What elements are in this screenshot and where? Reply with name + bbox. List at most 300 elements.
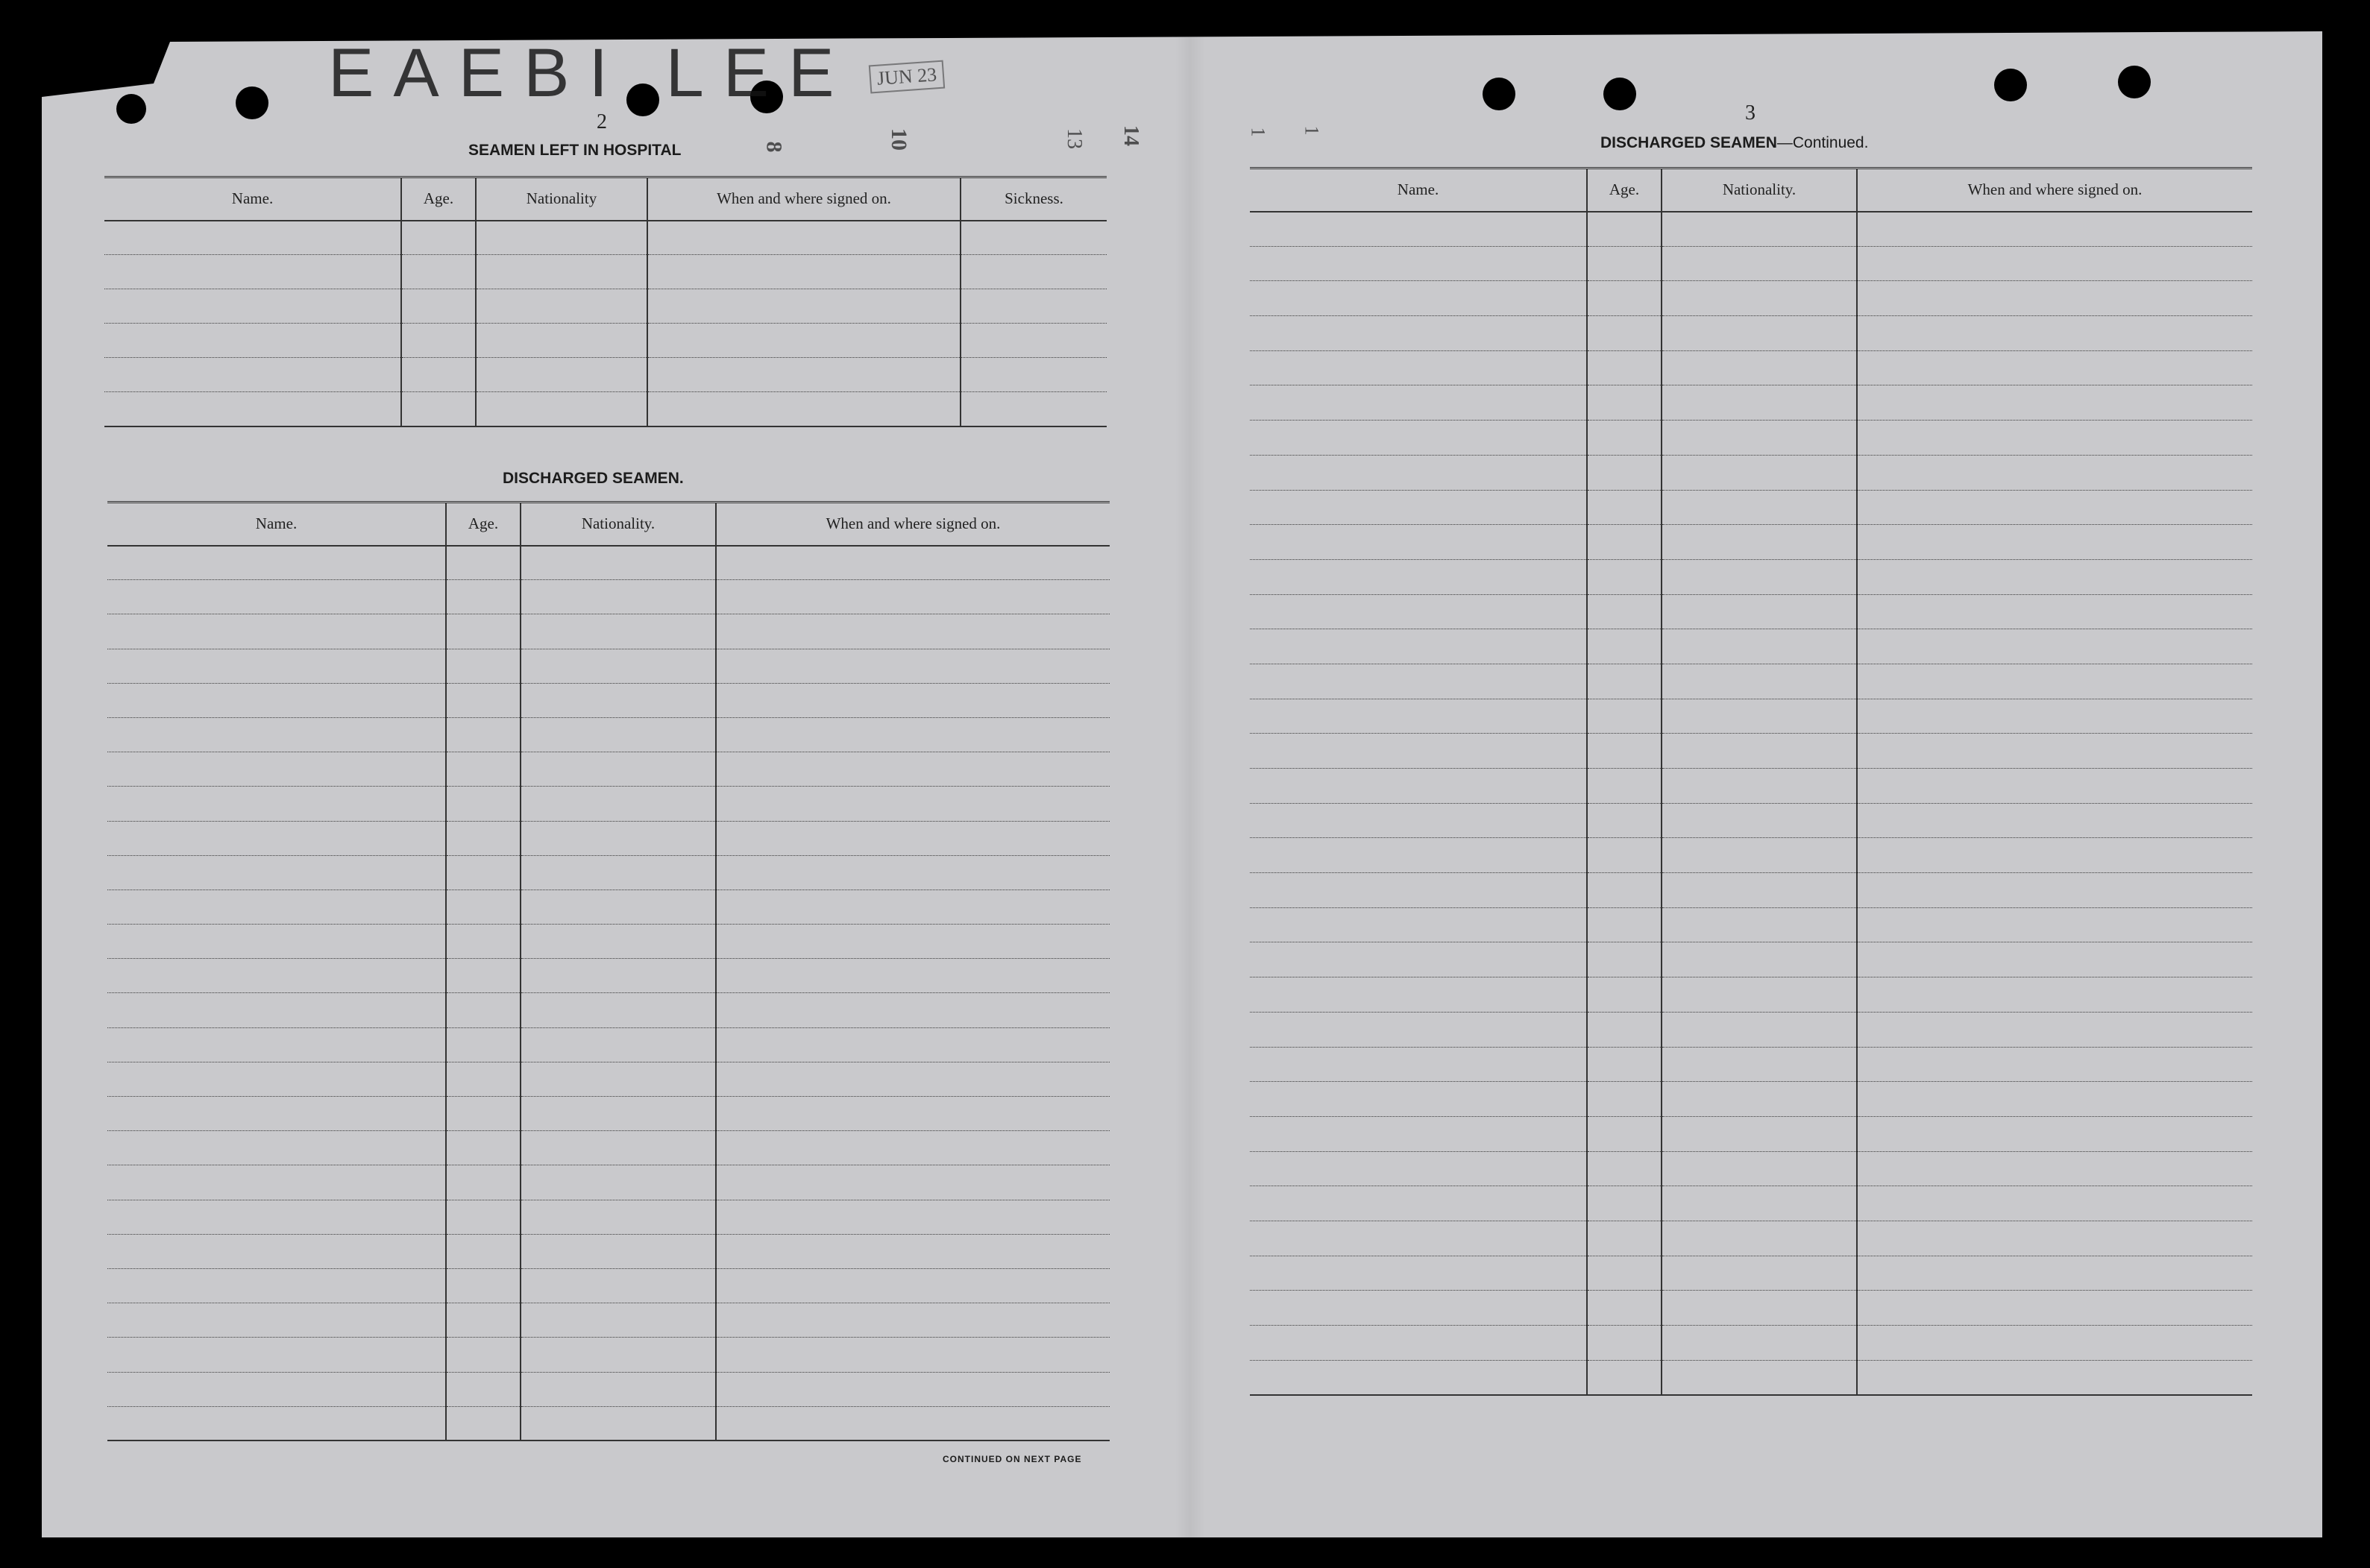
discharged-continued-header-row bbox=[1250, 169, 2252, 212]
table-cell bbox=[1250, 421, 1587, 456]
discharged-table-right bbox=[1250, 167, 2252, 1396]
table-cell bbox=[716, 752, 1110, 787]
table-cell bbox=[1587, 594, 1662, 629]
column-header-name: Name. bbox=[104, 177, 401, 221]
punch-hole bbox=[2118, 66, 2151, 98]
table-cell bbox=[107, 1131, 446, 1165]
table-cell bbox=[1662, 1326, 1857, 1361]
table-cell bbox=[1662, 1186, 1857, 1221]
table-cell bbox=[401, 255, 476, 289]
table-row bbox=[104, 358, 1107, 392]
table-cell bbox=[1587, 769, 1662, 804]
table-cell bbox=[1250, 1012, 1587, 1047]
discharged-continued-title bbox=[1600, 134, 1868, 152]
table-cell bbox=[107, 821, 446, 855]
table-cell bbox=[446, 1062, 521, 1096]
table-cell bbox=[716, 1338, 1110, 1372]
table-cell bbox=[521, 855, 716, 890]
table-row bbox=[107, 614, 1110, 649]
table-row bbox=[1250, 1116, 2252, 1151]
table-cell bbox=[107, 1097, 446, 1131]
table-cell bbox=[1857, 421, 2252, 456]
table-cell bbox=[446, 1200, 521, 1234]
table-cell bbox=[107, 1372, 446, 1406]
table-cell bbox=[446, 959, 521, 993]
table-row bbox=[1250, 246, 2252, 281]
page-number-left: 2 bbox=[597, 110, 607, 133]
table-cell bbox=[716, 1234, 1110, 1268]
margin-mark: 14 bbox=[1119, 125, 1142, 146]
table-cell bbox=[716, 1097, 1110, 1131]
table-cell bbox=[1250, 629, 1587, 664]
table-cell bbox=[521, 925, 716, 959]
column-header-age: Age. bbox=[401, 177, 476, 221]
table-cell bbox=[1587, 1221, 1662, 1256]
table-cell bbox=[1250, 907, 1587, 942]
table-cell bbox=[1857, 1012, 2252, 1047]
table-cell bbox=[1857, 1291, 2252, 1326]
table-row bbox=[1250, 212, 2252, 247]
table-cell bbox=[1250, 769, 1587, 804]
table-cell bbox=[1662, 490, 1857, 525]
table-cell bbox=[401, 392, 476, 426]
table-cell bbox=[1587, 490, 1662, 525]
table-cell bbox=[1662, 525, 1857, 560]
discharged-section-title: DISCHARGED SEAMEN. bbox=[503, 470, 684, 487]
table-cell bbox=[401, 358, 476, 392]
table-cell bbox=[107, 925, 446, 959]
table-cell bbox=[716, 580, 1110, 614]
discharged-continued-label: DISCHARGED SEAMEN bbox=[1600, 134, 1777, 151]
table-cell bbox=[1662, 559, 1857, 594]
table-cell bbox=[716, 890, 1110, 924]
table-row bbox=[104, 392, 1107, 426]
table-row bbox=[107, 1268, 1110, 1303]
table-cell bbox=[446, 855, 521, 890]
hospital-table bbox=[104, 176, 1107, 427]
table-cell bbox=[1662, 385, 1857, 421]
table-cell bbox=[1587, 699, 1662, 734]
table-row bbox=[107, 1027, 1110, 1062]
table-row bbox=[1250, 385, 2252, 421]
table-cell bbox=[476, 255, 647, 289]
table-cell bbox=[1250, 699, 1587, 734]
table-cell bbox=[1857, 1186, 2252, 1221]
table-row bbox=[1250, 734, 2252, 769]
table-cell bbox=[1587, 455, 1662, 490]
table-cell bbox=[1662, 281, 1857, 316]
table-cell bbox=[647, 255, 961, 289]
table-row bbox=[104, 221, 1107, 255]
table-cell bbox=[446, 683, 521, 717]
table-cell bbox=[647, 324, 961, 358]
table-cell bbox=[446, 752, 521, 787]
table-cell bbox=[1662, 769, 1857, 804]
table-cell bbox=[1587, 1291, 1662, 1326]
table-cell bbox=[1250, 490, 1587, 525]
table-row bbox=[1250, 907, 2252, 942]
table-cell bbox=[716, 1268, 1110, 1303]
table-row bbox=[104, 289, 1107, 324]
table-row bbox=[107, 683, 1110, 717]
table-row bbox=[107, 1234, 1110, 1268]
table-cell bbox=[1587, 907, 1662, 942]
table-cell bbox=[401, 221, 476, 255]
table-cell bbox=[1857, 838, 2252, 873]
table-row bbox=[1250, 664, 2252, 699]
table-cell bbox=[716, 1027, 1110, 1062]
table-row bbox=[107, 717, 1110, 752]
table-cell bbox=[716, 614, 1110, 649]
table-row bbox=[1250, 281, 2252, 316]
table-cell bbox=[446, 614, 521, 649]
table-cell bbox=[107, 1303, 446, 1338]
column-header-sickness: Sickness. bbox=[961, 177, 1107, 221]
table-cell bbox=[1857, 559, 2252, 594]
table-cell bbox=[1587, 873, 1662, 908]
table-cell bbox=[446, 1303, 521, 1338]
table-cell bbox=[1662, 1012, 1857, 1047]
table-cell bbox=[521, 1372, 716, 1406]
table-cell bbox=[716, 855, 1110, 890]
table-row bbox=[1250, 942, 2252, 977]
table-row bbox=[107, 546, 1110, 580]
table-cell bbox=[446, 1131, 521, 1165]
table-cell bbox=[1662, 316, 1857, 351]
table-row bbox=[107, 1062, 1110, 1096]
table-cell bbox=[1857, 1116, 2252, 1151]
table-cell bbox=[1250, 350, 1587, 385]
table-cell bbox=[107, 1406, 446, 1441]
table-cell bbox=[961, 255, 1107, 289]
table-cell bbox=[1250, 1360, 1587, 1395]
table-cell bbox=[1857, 769, 2252, 804]
table-cell bbox=[1250, 977, 1587, 1013]
table-cell bbox=[1662, 699, 1857, 734]
table-row bbox=[1250, 350, 2252, 385]
table-cell bbox=[104, 392, 401, 426]
table-cell bbox=[716, 1372, 1110, 1406]
table-cell bbox=[521, 1406, 716, 1441]
table-cell bbox=[961, 324, 1107, 358]
table-cell bbox=[1662, 212, 1857, 247]
table-cell bbox=[446, 1372, 521, 1406]
table-cell bbox=[716, 717, 1110, 752]
table-cell bbox=[1587, 942, 1662, 977]
table-cell bbox=[647, 289, 961, 324]
table-row bbox=[104, 255, 1107, 289]
table-cell bbox=[446, 649, 521, 683]
table-cell bbox=[1857, 350, 2252, 385]
margin-mark: 1 bbox=[1301, 125, 1323, 136]
table-row bbox=[107, 1097, 1110, 1131]
table-cell bbox=[1662, 838, 1857, 873]
table-cell bbox=[1857, 1082, 2252, 1117]
table-cell bbox=[446, 821, 521, 855]
table-cell bbox=[1662, 977, 1857, 1013]
table-cell bbox=[1857, 942, 2252, 977]
table-row bbox=[1250, 1326, 2252, 1361]
table-cell bbox=[1857, 734, 2252, 769]
table-cell bbox=[716, 1165, 1110, 1200]
table-cell bbox=[1250, 594, 1587, 629]
punch-hole bbox=[236, 86, 268, 119]
table-row bbox=[1250, 594, 2252, 629]
table-cell bbox=[1662, 1360, 1857, 1395]
margin-mark: 1 bbox=[1247, 127, 1269, 137]
table-row bbox=[1250, 1151, 2252, 1186]
table-cell bbox=[1250, 1291, 1587, 1326]
table-cell bbox=[716, 821, 1110, 855]
table-cell bbox=[1857, 316, 2252, 351]
table-cell bbox=[446, 1097, 521, 1131]
table-cell bbox=[961, 392, 1107, 426]
table-cell bbox=[1587, 1047, 1662, 1082]
header-stamp-letters: EAEBI LEE bbox=[328, 35, 854, 111]
margin-mark: 13 bbox=[1063, 128, 1086, 149]
table-cell bbox=[521, 993, 716, 1027]
table-row bbox=[1250, 769, 2252, 804]
table-cell bbox=[1662, 1151, 1857, 1186]
table-cell bbox=[716, 959, 1110, 993]
table-cell bbox=[1857, 1047, 2252, 1082]
table-cell bbox=[647, 392, 961, 426]
column-header-nationality: Nationality. bbox=[1662, 169, 1857, 212]
table-row bbox=[1250, 455, 2252, 490]
column-header-age: Age. bbox=[446, 503, 521, 546]
table-cell bbox=[1587, 525, 1662, 560]
table-cell bbox=[716, 925, 1110, 959]
table-cell bbox=[521, 649, 716, 683]
margin-mark: 10 bbox=[887, 128, 911, 151]
table-cell bbox=[716, 993, 1110, 1027]
hospital-section-title: SEAMEN LEFT IN HOSPITAL bbox=[468, 142, 682, 159]
table-row bbox=[1250, 1186, 2252, 1221]
table-cell bbox=[961, 221, 1107, 255]
table-cell bbox=[446, 580, 521, 614]
table-cell bbox=[107, 752, 446, 787]
table-cell bbox=[1857, 699, 2252, 734]
table-cell bbox=[1857, 664, 2252, 699]
table-cell bbox=[1587, 1082, 1662, 1117]
table-cell bbox=[107, 1234, 446, 1268]
table-cell bbox=[1250, 246, 1587, 281]
table-cell bbox=[107, 1165, 446, 1200]
table-cell bbox=[961, 289, 1107, 324]
table-cell bbox=[1250, 525, 1587, 560]
table-cell bbox=[1857, 385, 2252, 421]
table-cell bbox=[476, 358, 647, 392]
table-cell bbox=[1662, 907, 1857, 942]
table-cell bbox=[1250, 734, 1587, 769]
table-row bbox=[107, 649, 1110, 683]
table-row bbox=[1250, 316, 2252, 351]
table-cell bbox=[1857, 907, 2252, 942]
table-cell bbox=[446, 890, 521, 924]
table-cell bbox=[716, 649, 1110, 683]
table-cell bbox=[1250, 281, 1587, 316]
table-cell bbox=[1662, 246, 1857, 281]
table-cell bbox=[521, 959, 716, 993]
table-cell bbox=[107, 1062, 446, 1096]
column-header-name: Name. bbox=[1250, 169, 1587, 212]
table-cell bbox=[1587, 1151, 1662, 1186]
table-cell bbox=[647, 358, 961, 392]
column-header-age: Age. bbox=[1587, 169, 1662, 212]
table-cell bbox=[446, 787, 521, 821]
table-cell bbox=[1857, 594, 2252, 629]
table-row bbox=[1250, 559, 2252, 594]
hospital-header-row bbox=[104, 177, 1107, 221]
table-cell bbox=[1250, 316, 1587, 351]
table-cell bbox=[446, 717, 521, 752]
punch-hole bbox=[116, 94, 146, 124]
table-cell bbox=[446, 1234, 521, 1268]
table-cell bbox=[1662, 594, 1857, 629]
table-cell bbox=[716, 683, 1110, 717]
table-cell bbox=[401, 289, 476, 324]
table-row bbox=[107, 890, 1110, 924]
table-cell bbox=[107, 1338, 446, 1372]
table-cell bbox=[1662, 1256, 1857, 1291]
page-number-right: 3 bbox=[1745, 101, 1756, 125]
table-cell bbox=[446, 546, 521, 580]
table-cell bbox=[1250, 664, 1587, 699]
table-cell bbox=[1250, 1256, 1587, 1291]
table-cell bbox=[446, 993, 521, 1027]
table-cell bbox=[1857, 212, 2252, 247]
punch-hole bbox=[1483, 78, 1515, 110]
table-cell bbox=[521, 1062, 716, 1096]
table-row bbox=[1250, 1012, 2252, 1047]
table-cell bbox=[1587, 559, 1662, 594]
table-row bbox=[1250, 1360, 2252, 1395]
table-cell bbox=[1857, 1151, 2252, 1186]
table-row bbox=[1250, 699, 2252, 734]
table-cell bbox=[1857, 629, 2252, 664]
table-cell bbox=[1587, 838, 1662, 873]
table-cell bbox=[476, 392, 647, 426]
table-cell bbox=[104, 324, 401, 358]
table-cell bbox=[1857, 977, 2252, 1013]
table-cell bbox=[1587, 1186, 1662, 1221]
table-row bbox=[1250, 1047, 2252, 1082]
table-cell bbox=[647, 221, 961, 255]
table-cell bbox=[521, 890, 716, 924]
table-row bbox=[107, 1303, 1110, 1338]
table-cell bbox=[1250, 873, 1587, 908]
table-row bbox=[107, 959, 1110, 993]
table-cell bbox=[1857, 1326, 2252, 1361]
table-row bbox=[107, 821, 1110, 855]
table-row bbox=[107, 1131, 1110, 1165]
table-cell bbox=[1857, 525, 2252, 560]
table-cell bbox=[1587, 977, 1662, 1013]
table-row bbox=[1250, 803, 2252, 838]
table-row bbox=[107, 1338, 1110, 1372]
table-cell bbox=[1662, 1116, 1857, 1151]
table-cell bbox=[1662, 455, 1857, 490]
table-cell bbox=[446, 1268, 521, 1303]
table-row bbox=[1250, 873, 2252, 908]
table-cell bbox=[1250, 559, 1587, 594]
table-cell bbox=[1662, 1082, 1857, 1117]
table-cell bbox=[521, 1097, 716, 1131]
table-cell bbox=[1587, 734, 1662, 769]
table-cell bbox=[716, 546, 1110, 580]
table-row bbox=[107, 1200, 1110, 1234]
table-cell bbox=[1857, 803, 2252, 838]
table-cell bbox=[716, 1200, 1110, 1234]
table-cell bbox=[1662, 664, 1857, 699]
table-cell bbox=[716, 1062, 1110, 1096]
table-cell bbox=[1250, 803, 1587, 838]
continued-suffix: —Continued. bbox=[1776, 134, 1869, 151]
table-cell bbox=[1250, 385, 1587, 421]
table-cell bbox=[104, 255, 401, 289]
column-header-nationality: Nationality bbox=[476, 177, 647, 221]
table-cell bbox=[521, 1131, 716, 1165]
table-cell bbox=[521, 1165, 716, 1200]
table-cell bbox=[104, 221, 401, 255]
table-cell bbox=[1587, 1116, 1662, 1151]
discharged-table-left bbox=[107, 501, 1110, 1441]
table-cell bbox=[107, 855, 446, 890]
table-cell bbox=[1250, 838, 1587, 873]
table-cell bbox=[1857, 455, 2252, 490]
table-cell bbox=[1587, 246, 1662, 281]
table-cell bbox=[716, 1406, 1110, 1441]
punch-hole bbox=[1994, 69, 2027, 101]
table-cell bbox=[476, 289, 647, 324]
table-cell bbox=[1587, 421, 1662, 456]
table-cell bbox=[1587, 629, 1662, 664]
table-cell bbox=[107, 614, 446, 649]
table-cell bbox=[107, 1268, 446, 1303]
table-cell bbox=[107, 683, 446, 717]
table-cell bbox=[521, 1027, 716, 1062]
table-cell bbox=[1587, 1012, 1662, 1047]
table-cell bbox=[521, 717, 716, 752]
table-cell bbox=[521, 1338, 716, 1372]
table-cell bbox=[107, 580, 446, 614]
table-cell bbox=[1250, 1221, 1587, 1256]
table-cell bbox=[1587, 385, 1662, 421]
table-cell bbox=[521, 1268, 716, 1303]
table-cell bbox=[521, 1234, 716, 1268]
table-cell bbox=[1662, 1291, 1857, 1326]
table-cell bbox=[1662, 803, 1857, 838]
table-cell bbox=[104, 358, 401, 392]
table-cell bbox=[107, 1027, 446, 1062]
table-cell bbox=[1250, 455, 1587, 490]
table-cell bbox=[107, 1200, 446, 1234]
table-row bbox=[107, 1372, 1110, 1406]
table-row bbox=[1250, 525, 2252, 560]
table-cell bbox=[446, 1406, 521, 1441]
table-cell bbox=[476, 324, 647, 358]
table-cell bbox=[107, 546, 446, 580]
discharged-header-row bbox=[107, 503, 1110, 546]
table-row bbox=[1250, 1291, 2252, 1326]
table-cell bbox=[107, 890, 446, 924]
table-cell bbox=[1662, 629, 1857, 664]
table-row bbox=[1250, 490, 2252, 525]
table-cell bbox=[401, 324, 476, 358]
table-cell bbox=[1857, 490, 2252, 525]
table-row bbox=[1250, 1082, 2252, 1117]
table-cell bbox=[1587, 350, 1662, 385]
